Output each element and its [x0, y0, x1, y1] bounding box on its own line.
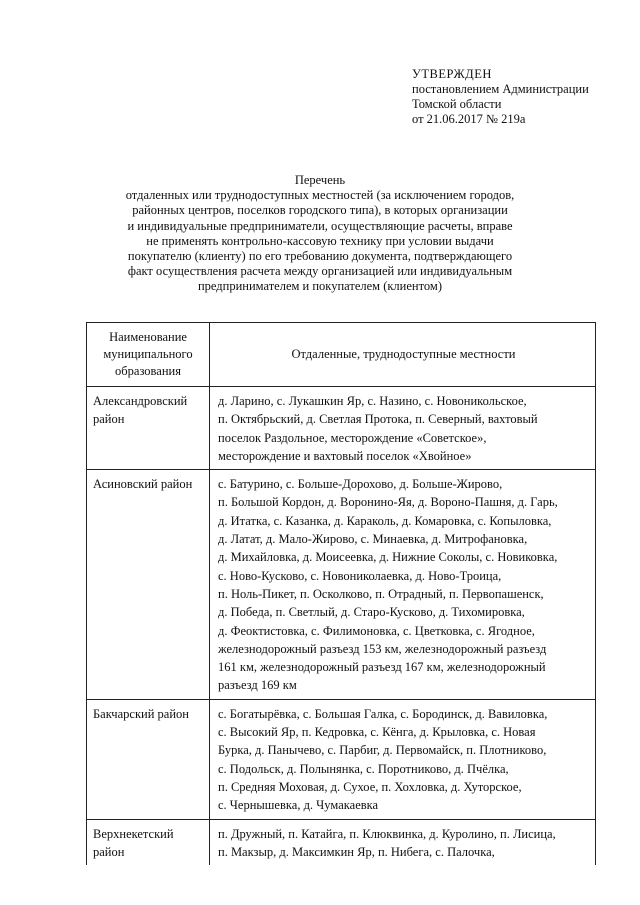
district-line: Александровский — [93, 394, 188, 408]
places-line: п. Дружный, п. Катайга, п. Клюквинка, д. Куролино, п. Лисица, — [218, 826, 556, 841]
title-line: предпринимателем и покупателем (клиентом) — [197, 279, 442, 294]
title-line: районных центров, поселков городского типа), в которых организации — [132, 203, 508, 218]
places-line: п. Макзыр, д. Максимкин Яр, п. Нибега, с. Палочка, — [218, 844, 495, 859]
approval-line: Томской области — [412, 97, 502, 111]
header-line: муниципального — [103, 347, 193, 361]
places-line: д. Ларино, с. Лукашкин Яр, с. Назино, с. Новоникольское, — [218, 394, 527, 408]
places-line: п. Ноль-Пикет, п. Осколково, п. Отрадный, п. Первопашенск, — [218, 586, 544, 601]
district-cell — [87, 699, 210, 819]
localities-table — [86, 322, 596, 865]
places-line: с. Подольск, д. Полынянка, с. Поротниково, д. Пчёлка, — [218, 761, 509, 776]
places-line: п. Средняя Моховая, д. Сухое, п. Хохловка, д. Хуторское, — [218, 779, 522, 794]
places-line: п. Большой Кордон, д. Воронино-Яя, д. Вороно-Пашня, д. Гарь, — [218, 495, 558, 510]
places-line: с. Чернышевка, д. Чумакаевка — [218, 798, 379, 813]
approval-heading: УТВЕРЖДЕН — [412, 67, 492, 81]
places-line: месторождение и вахтовый поселок «Хвойное» — [218, 448, 472, 463]
places-line: с. Высокий Яр, п. Кедровка, с. Кёнга, д. Крыловка, с. Новая — [218, 725, 536, 740]
places-line: поселок Раздольное, месторождение «Советское», — [218, 430, 487, 445]
title-line: Перечень — [294, 173, 346, 187]
approval-line: от 21.06.2017 № 219а — [412, 112, 526, 126]
title-line: не применять контрольно-кассовую технику при условии выдачи — [146, 233, 494, 248]
places-line: 161 км, железнодорожный разъезд 167 км, железнодорожный — [218, 660, 546, 675]
places-line: Бурка, д. Панычево, с. Парбиг, д. Первомайск, п. Плотниково, — [218, 743, 547, 758]
title-line: покупателю (клиенту) по его требованию документа, подтверждающего — [127, 249, 513, 264]
approval-stamp — [412, 67, 589, 127]
places-line: разъезд 169 км — [218, 678, 297, 693]
title-line: отдаленных или труднодоступных местностей (за исключением городов, — [125, 188, 515, 203]
document-title — [100, 173, 540, 295]
places-line: д. Феоктистовка, с. Филимоновка, с. Цветковка, с. Ягодное, — [218, 623, 535, 638]
district-line: район — [93, 412, 125, 427]
district-line: район — [93, 844, 125, 859]
places-line: д. Михайловка, д. Моисеевка, д. Нижние Соколы, с. Новиковка, — [218, 550, 558, 565]
places-line: железнодорожный разъезд 153 км, железнодорожный разъезд — [218, 641, 547, 656]
header-line: Наименование — [109, 330, 187, 344]
places-line: п. Октябрьский, д. Светлая Протока, п. Северный, вахтовый — [218, 412, 538, 427]
header-line: образования — [115, 364, 181, 378]
places-cell — [210, 819, 596, 865]
district-line: Бакчарский район — [93, 706, 189, 721]
places-cell — [210, 470, 596, 700]
title-line: и индивидуальные предприниматели, осуществляющие расчеты, вправе — [127, 218, 513, 233]
places-line: с. Ново-Кусково, с. Новониколаевка, д. Ново-Троица, — [218, 568, 502, 583]
places-line: д. Победа, п. Светлый, д. Старо-Кусково, д. Тихомировка, — [218, 605, 525, 620]
district-cell — [87, 387, 210, 470]
table-row — [87, 387, 596, 470]
places-line: с. Батурино, с. Больше-Дорохово, д. Больше-Жирово, — [218, 477, 503, 492]
district-line: Асиновский район — [93, 477, 193, 492]
header-municipality — [87, 323, 210, 387]
places-line: д. Латат, д. Мало-Жирово, с. Минаевка, д. Митрофановка, — [218, 532, 528, 547]
places-cell — [210, 387, 596, 470]
table-header-row — [87, 323, 596, 387]
places-line: д. Итатка, с. Казанка, д. Караколь, д. Комаровка, с. Копыловка, — [218, 513, 552, 528]
district-cell — [87, 470, 210, 700]
places-cell — [210, 699, 596, 819]
title-line: факт осуществления расчета между организацией или индивидуальным — [127, 264, 513, 279]
approval-line: постановлением Администрации — [412, 82, 589, 96]
table-row — [87, 470, 596, 700]
table-row — [87, 699, 596, 819]
district-cell — [87, 819, 210, 865]
header-localities: Отдаленные, труднодоступные местности — [210, 323, 596, 387]
district-line: Верхнекетский — [93, 826, 174, 841]
table-row — [87, 819, 596, 865]
places-line: с. Богатырёвка, с. Большая Галка, с. Бородинск, д. Вавиловка, — [218, 706, 548, 721]
